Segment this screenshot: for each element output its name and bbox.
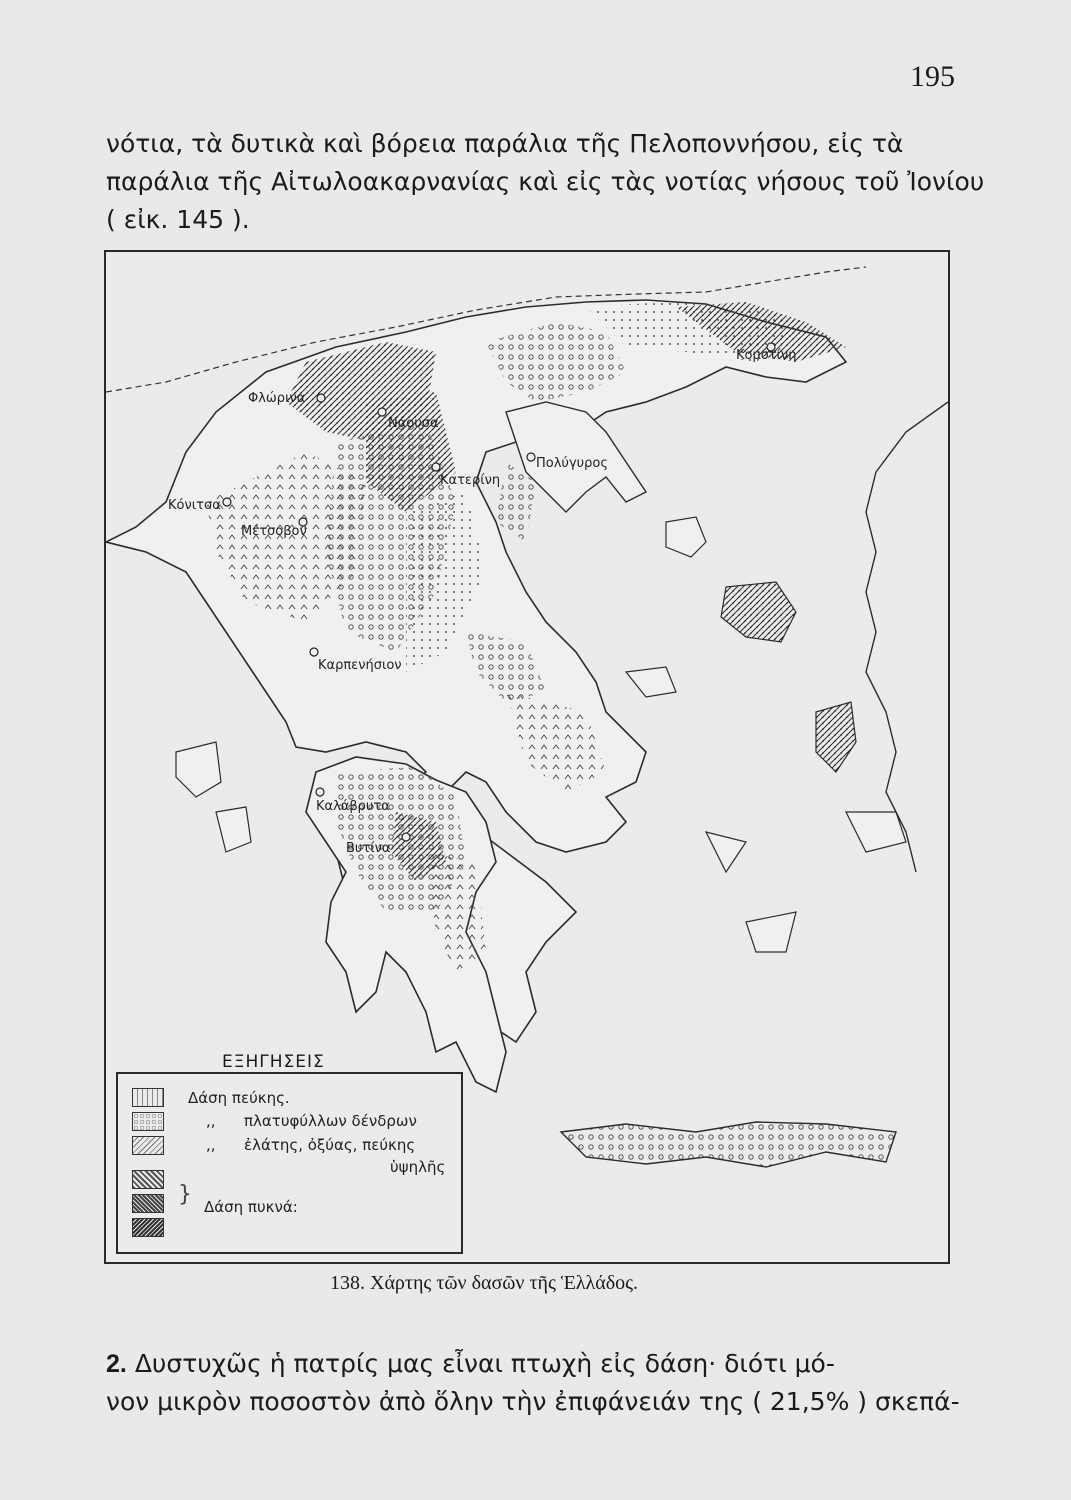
label-metsovon: Μέτσοβον	[241, 524, 307, 539]
paragraph-number: 2.	[106, 1350, 127, 1378]
legend-label-fir: ἐλάτης, ὀξύας, πεύκης	[244, 1136, 416, 1154]
legend-title: ΕΞΗΓΗΣΕΙΣ	[222, 1052, 325, 1072]
paragraph-line: νότια, τὰ δυτικὰ καὶ βόρεια παράλια τῆς Πελοποννήσου, εἰς τὰ	[106, 129, 904, 158]
island	[706, 832, 746, 872]
intro-paragraph	[106, 125, 985, 239]
island	[176, 742, 221, 797]
map-legend	[116, 1072, 463, 1254]
label-komotini: Κομοτίνη	[736, 348, 797, 363]
label-kalavryta: Καλάβρυτα	[316, 799, 390, 814]
legend-label-fir-high: ὑψηλῆς	[390, 1158, 446, 1176]
paragraph-line: νον μικρὸν ποσοστὸν ἀπὸ ὅλην τὴν ἐπιφάνειάν της ( 21,5% ) σκεπά-	[106, 1387, 960, 1416]
legend-mark: ,,	[206, 1136, 216, 1154]
paragraph-line-text: Δυστυχῶς ἡ πατρίς μας εἶναι πτωχὴ εἰς δάση· διότι μό-	[134, 1349, 835, 1378]
island	[216, 807, 251, 852]
island	[846, 812, 906, 852]
legend-swatch-dense-1	[132, 1170, 164, 1189]
legend-swatch-dense-3	[132, 1218, 164, 1237]
label-naousa: Νάουσα	[388, 416, 439, 431]
label-florina: Φλώρινα	[248, 391, 306, 406]
legend-mark: ,,	[206, 1112, 216, 1130]
asia-minor-coast	[866, 402, 948, 872]
legend-swatch-pine	[132, 1088, 164, 1107]
legend-brace: }	[178, 1182, 192, 1207]
closing-paragraph	[106, 1345, 966, 1421]
legend-swatch-broadleaf	[132, 1112, 164, 1131]
island	[746, 912, 796, 952]
paragraph-line: ( εἰκ. 145 ).	[106, 205, 250, 234]
label-polygyros: Πολύγυρος	[536, 456, 608, 471]
legend-swatch-dense-2	[132, 1194, 164, 1213]
paragraph-line	[106, 1345, 966, 1383]
label-vytina: Βυτίνα	[346, 841, 391, 856]
legend-label-pine: Δάση πεύκης.	[188, 1089, 290, 1107]
crete-outline	[561, 1122, 896, 1167]
label-karpenision: Καρπενήσιον	[318, 658, 402, 673]
island	[721, 582, 796, 642]
label-katerini: Κατερίνη	[440, 473, 501, 488]
legend-swatch-fir	[132, 1136, 164, 1155]
island	[666, 517, 706, 557]
paragraph-line: παράλια τῆς Αἰτωλοακαρνανίας καὶ εἰς τὰς νοτίας νήσους τοῦ Ἰονίου	[106, 167, 985, 196]
island	[626, 667, 676, 697]
island	[816, 702, 856, 772]
figure-caption: 138. Χάρτης τῶν δασῶν τῆς Ἑλλάδος.	[330, 1272, 639, 1294]
legend-label-dense: Δάση πυκνά:	[204, 1198, 298, 1216]
legend-label-broadleaf: πλατυφύλλων δένδρων	[244, 1112, 417, 1130]
label-konitsa: Κόνιτσα	[168, 498, 221, 513]
page-number: 195	[910, 60, 955, 93]
